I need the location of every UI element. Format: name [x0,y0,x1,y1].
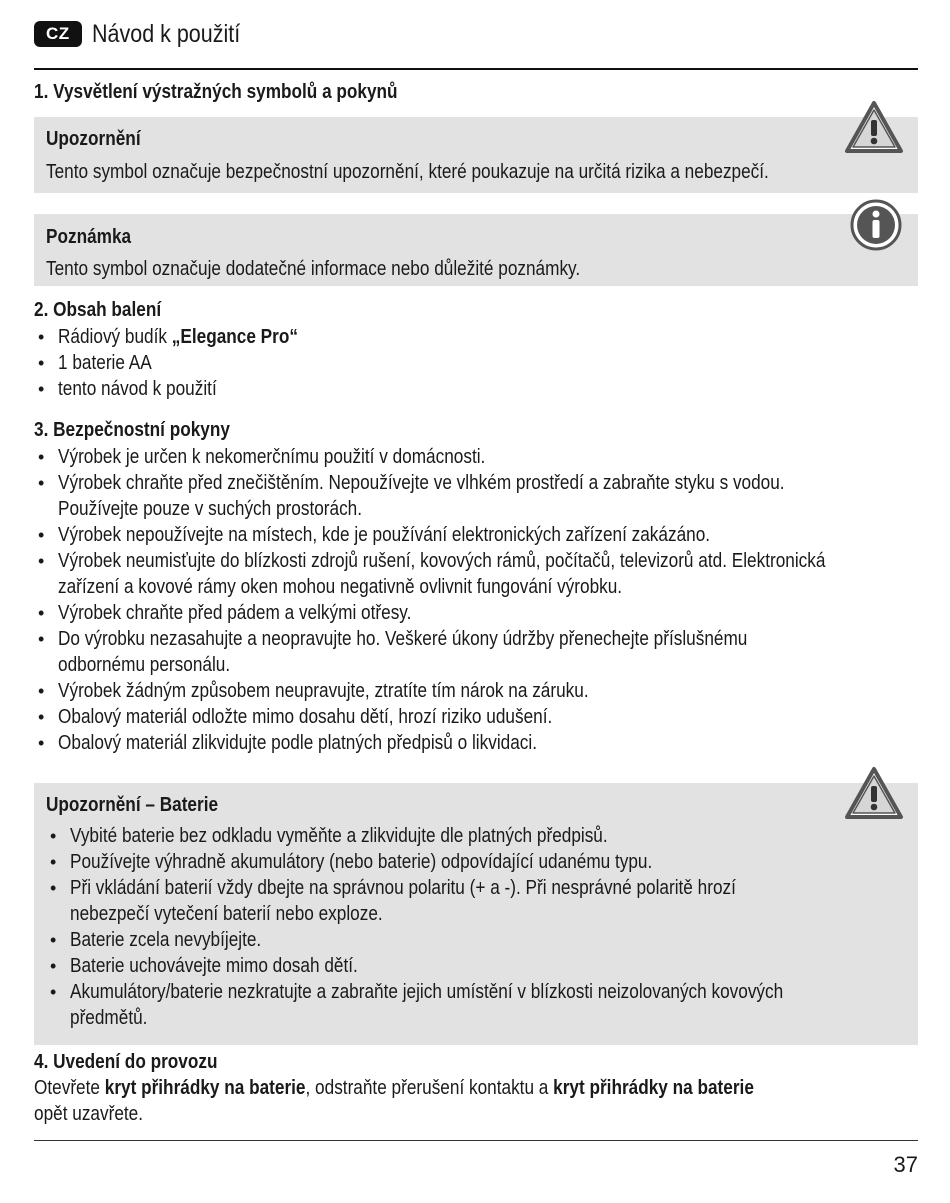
list-item: • Výrobek nepoužívejte na místech, kde je používání elektronických zařízení zakázáno. [34,522,934,548]
footer-divider [34,1140,918,1141]
battery-warning-box [34,783,918,1045]
warning-title: Upozornění [46,128,141,150]
list-item: • Baterie uchovávejte mimo dosah dětí. [46,953,946,979]
warning-text: Tento symbol označuje bezpečnostní upozornění, které poukazuje na určitá rizika a nebezpečí. [46,161,769,183]
note-title: Poznámka [46,226,132,248]
warning-triangle-icon [844,100,904,154]
list-item: • Výrobek chraňte před znečištěním. Nepoužívejte ve vlhkém prostředí a zabraňte styku s vodou. Používejte pouze v suchých prostorách. [34,470,934,522]
list-item: • Výrobek neumisťujte do blízkosti zdrojů rušení, kovových rámů, počítačů, televizorů atd. Elektronická zařízení a kovové rámy oken mohou negativně ovlivnit fungování výrobku. [34,548,934,600]
section-1-heading: 1. Vysvětlení výstražných symbolů a pokynů [34,81,398,103]
section-4-heading: 4. Uvedení do provozu [34,1051,218,1073]
page-title: Návod k použití [91,19,240,48]
section-2-heading: 2. Obsah balení [34,299,162,321]
note-box [34,214,918,286]
language-badge: CZ [34,21,82,47]
warning-triangle-icon [844,766,904,820]
header-divider [34,68,918,70]
list-item: • tento návod k použití [34,376,934,402]
list-item: • Výrobek chraňte před pádem a velkými otřesy. [34,600,934,626]
list-item: • Používejte výhradně akumulátory (nebo baterie) odpovídající udanému typu. [46,849,946,875]
note-text: Tento symbol označuje dodatečné informace nebo důležité poznámky. [46,258,581,280]
section-4-body: Otevřete kryt přihrádky na baterie, odstraňte přerušení kontaktu a kryt přihrádky na baterie opět uzavřete. [34,1077,754,1125]
list-item: • Vybité baterie bez odkladu vyměňte a zlikvidujte dle platných předpisů. [46,823,946,849]
page-number: 37 [893,1152,918,1177]
list-item: • Výrobek je určen k nekomerčnímu použití v domácnosti. [34,444,934,470]
info-circle-icon [850,199,902,251]
warning-box [34,117,918,193]
list-item: • Do výrobku nezasahujte a neopravujte ho. Veškeré úkony údržby přenechejte příslušnému odbornému personálu. [34,626,934,678]
list-item: • Rádiový budík „Elegance Pro“ [34,324,934,350]
list-item: • Akumulátory/baterie nezkratujte a zabraňte jejich umístění v blízkosti neizolovaných kovových předmětů. [46,979,946,1031]
safety-instructions-list [34,444,934,756]
list-item: • Obalový materiál odložte mimo dosahu dětí, hrozí riziko udušení. [34,704,934,730]
battery-instructions-list [46,823,946,1031]
list-item: • Obalový materiál zlikvidujte podle platných předpisů o likvidaci. [34,730,934,756]
list-item: • Výrobek žádným způsobem neupravujte, ztratíte tím nárok na záruku. [34,678,934,704]
battery-warning-title: Upozornění – Baterie [46,794,219,816]
list-item: • Baterie zcela nevybíjejte. [46,927,946,953]
package-contents-list [34,324,934,402]
product-name: „Elegance Pro“ [171,326,298,348]
list-item: • Při vkládání baterií vždy dbejte na správnou polaritu (+ a -). Při nesprávné polaritě hrozí nebezpečí vytečení baterií nebo exploze. [46,875,946,927]
section-3-heading: 3. Bezpečnostní pokyny [34,419,230,441]
list-item: • 1 baterie AA [34,350,934,376]
page-header [34,18,264,50]
